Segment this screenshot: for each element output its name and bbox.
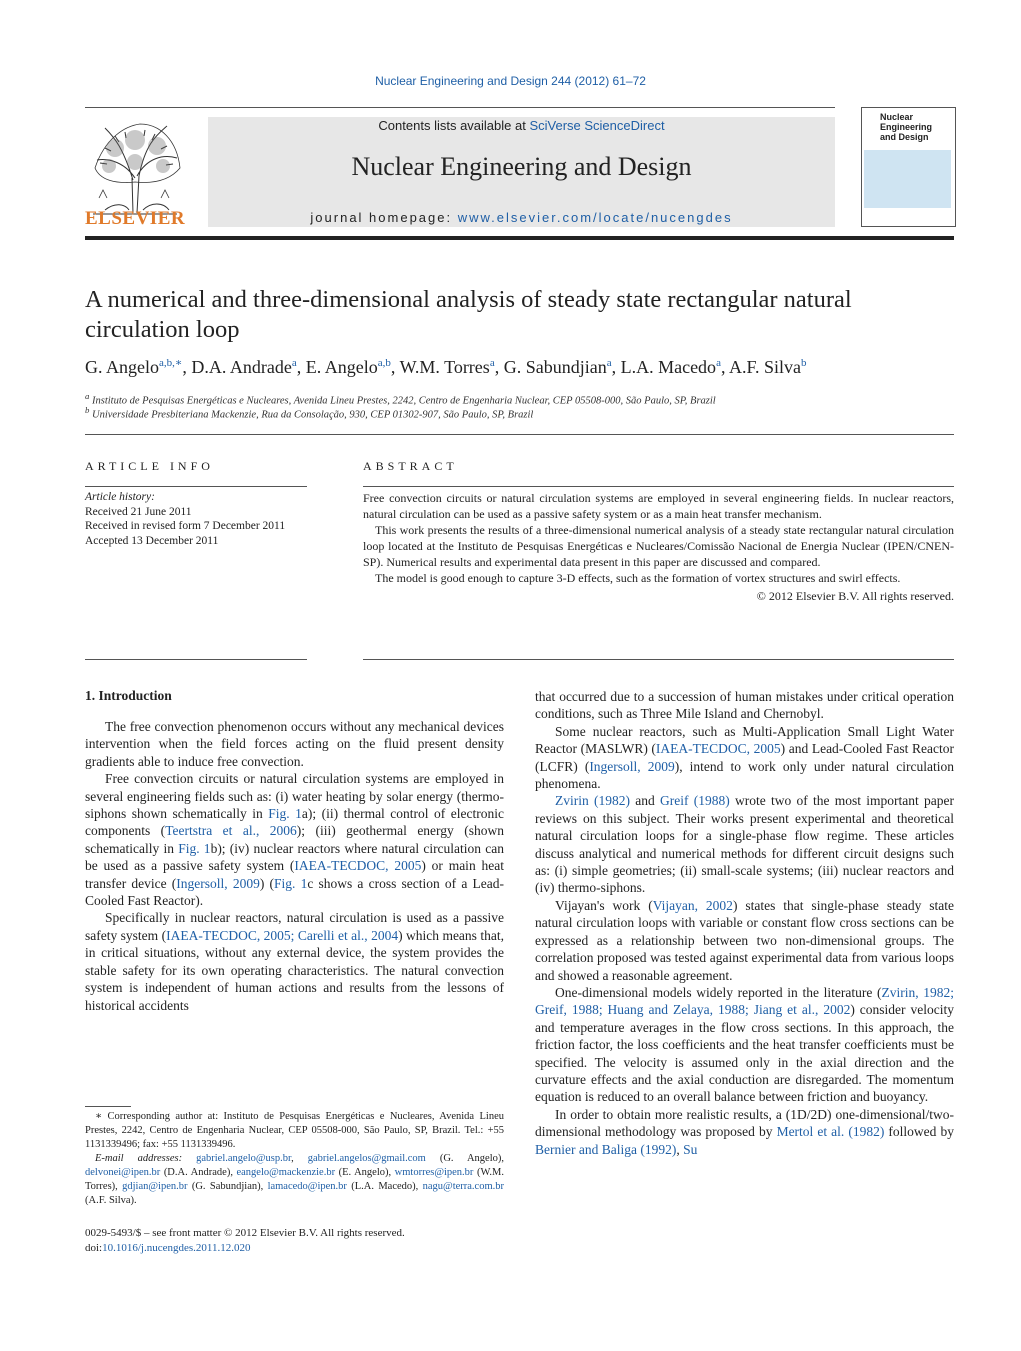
homepage-prefix: journal homepage: [310, 210, 458, 225]
doi-prefix: doi: [85, 1242, 103, 1254]
citation-link[interactable]: Zvirin, 1982; Greif, 1988; Huang and Zelaya, 1988; Jiang et al., 2002 [535, 984, 954, 1018]
affiliation-text: Universidade Presbiteriana Mackenzie, Rua da Consolação, 930, CEP 01302-907, São Paulo, SP, Brazil [92, 409, 534, 421]
citation-link[interactable]: IAEA-TECDOC, 2005 [294, 858, 422, 874]
text-run: a); (ii) thermal control of electronic components ( [85, 806, 504, 839]
email-owner: (G. Sabundjian), [187, 1181, 268, 1192]
text-run: c shows a cross section of a Lead-Cooled Fast Reactor). [85, 875, 504, 909]
header-thick-rule [85, 236, 954, 240]
body-paragraph [535, 792, 954, 896]
citation-link[interactable]: IAEA-TECDOC, 2005; Carelli et al., 2004 [166, 927, 399, 943]
author-name[interactable]: D.A. Andrade [191, 357, 292, 377]
doi-link[interactable]: 10.1016/j.nucengdes.2011.12.020 [102, 1242, 251, 1254]
citation-link[interactable]: Teertstra et al., 2006 [165, 823, 297, 839]
email-link[interactable]: gabriel.angelos@gmail.com [307, 1153, 426, 1164]
footnote-rule [85, 1106, 131, 1107]
text-run: ) consider velocity and temperature averages in the flow cross sections. In this approach, the friction factor, the loss coefficients and the heat transfer coefficients must be specified. The velocity is assumed only in the axial direction and the curvature effects and the axial conduction are disregarded. The momentum equation is reduced to an overall balance between friction and buoyancy. [535, 1002, 954, 1105]
author-name[interactable]: G. Angelo [85, 357, 159, 377]
abstract-heading: ABSTRACT [363, 459, 458, 473]
author-affiliation-mark[interactable]: a,b,∗ [159, 357, 183, 369]
text-run: and [630, 793, 661, 809]
author-affiliation-mark[interactable]: a [291, 357, 297, 369]
paper-title: A numerical and three-dimensional analysis of steady state rectangular natural circulation loop [85, 286, 852, 343]
figure-link[interactable]: Fig. 1 [274, 875, 308, 891]
email-owner: (G. Angelo), [425, 1153, 505, 1164]
text-run: wrote two of the most important paper reviews on this subject. Their works present experimental and theoretical natural circulation loops for a single-phase flow regime. These articles discuss analytical and numerical methods for different circuit designs such as: (i) simple geometries; (ii) small-scale systems; (iii) nuclear reactors and (iv) thermo-siphons. [535, 793, 954, 896]
text-run: ) states that single-phase steady state natural circulation loops with variable or constant flow cross sections can be expressed as a relationship between two non-dimensional groups. The correlation proposed was tested against experimental data from various loops and showed a reasonable agreement. [535, 897, 954, 983]
body-paragraph: The free convection phenomenon occurs without any mechanical devices intervention when the field forces acting on the fluid present density gradients able to induce free convection. [85, 719, 504, 769]
citation-link[interactable]: Su [683, 1141, 698, 1157]
text-run: ) which means that, in critical situations, without any external device, the system provides the stable safety for its own operating characteristics. The natural convection system is independent of human actions and results from the lessons of historical accidents [85, 927, 504, 1013]
history-revised: Received in revised form 7 December 2011 [85, 520, 286, 532]
text-run: ) ( [259, 875, 275, 891]
header-top-rule [85, 107, 835, 108]
elsevier-wordmark: ELSEVIER [85, 208, 186, 229]
email-link[interactable]: nagu@terra.com.br [422, 1181, 504, 1192]
title-rule [85, 434, 954, 435]
email-link[interactable]: gdjian@ipen.br [122, 1181, 188, 1192]
email-link[interactable]: eangelo@mackenzie.br [236, 1167, 336, 1178]
body-paragraph [535, 897, 954, 984]
body-paragraph [535, 723, 954, 793]
history-label: Article history: [85, 491, 155, 503]
email-label: E-mail addresses: [95, 1153, 183, 1164]
body-column-left [85, 718, 504, 1014]
body-paragraph [535, 1106, 954, 1158]
author-name[interactable]: L.A. Macedo [620, 357, 717, 377]
abstract-body [363, 490, 954, 604]
contents-line [208, 118, 835, 133]
email-owner: (A.F. Silva). [85, 1195, 137, 1206]
citation-link[interactable]: Vijayan, 2002 [652, 897, 733, 913]
journal-name: Nuclear Engineering and Design [351, 152, 692, 181]
email-owner: , [291, 1153, 308, 1164]
text-run: ), intend to work only under natural circulation phenomena. [535, 758, 954, 792]
text-run: , [676, 1141, 684, 1157]
body-paragraph [535, 984, 954, 1106]
contents-prefix: Contents lists available at [378, 118, 530, 133]
cover-title: Nuclear Engineering and Design [880, 112, 933, 142]
text-run: One-dimensional models widely reported in the literature ( [555, 984, 882, 1000]
author-name[interactable]: G. Sabundjian [503, 357, 607, 377]
email-owner: (E. Angelo), [335, 1167, 395, 1178]
author-affiliation-mark[interactable]: b [801, 357, 807, 369]
doi-line [85, 1241, 504, 1256]
section-heading-introduction: 1. Introduction [85, 688, 172, 703]
abstract-bottom-rule [363, 659, 954, 660]
author-name[interactable]: W.M. Torres [399, 357, 490, 377]
cover-image-area [864, 150, 951, 208]
front-matter-notice [85, 1226, 504, 1256]
author-affiliation-mark[interactable]: a [606, 357, 612, 369]
abstract-rule [363, 486, 954, 487]
body-paragraph [85, 909, 504, 1013]
email-link[interactable]: gabriel.angelo@usp.br [196, 1153, 292, 1164]
body-paragraph: that occurred due to a succession of human mistakes under critical operation conditions, such as Three Mile Island and Chernobyl. [535, 689, 954, 722]
email-link[interactable]: lamacedo@ipen.br [267, 1181, 347, 1192]
article-info-heading: ARTICLE INFO [85, 459, 214, 473]
author-name[interactable]: A.F. Silva [728, 357, 802, 377]
text-run: Free convection circuits or natural circulation systems are employed in several engineering fields such as: (i) water heating by solar energy (thermo-siphons shown schematically in [85, 771, 504, 822]
email-addresses [85, 1152, 504, 1208]
text-run: ) and Lead-Cooled Fast Reactor (LCFR) ( [535, 741, 954, 774]
citation-link[interactable]: IAEA-TECDOC, 2005 [655, 741, 781, 757]
issn-line: 0029-5493/$ – see front matter © 2012 Elsevier B.V. All rights reserved. [85, 1227, 405, 1239]
author-list: G. Angelo$^{a,b,∗}$, D.A. Andrade$^a$, E. Angelo$^{a,b}$, W.M. Torres$^a$, G. Sabundjian$^a$, L.A. Macedo$^a$, A.F. Silva$^b$ [85, 357, 807, 377]
citation-link[interactable]: Mertol et al. (1982) [776, 1124, 885, 1140]
author-affiliation-mark[interactable]: a [489, 357, 495, 369]
article-info-bottom-rule [85, 659, 307, 660]
citation-link[interactable]: Ingersoll, 2009 [176, 875, 260, 891]
article-info-rule [85, 486, 307, 487]
figure-link[interactable]: Fig. 1 [268, 806, 302, 822]
sciencedirect-link[interactable]: SciVerse ScienceDirect [529, 118, 665, 133]
abstract-paragraph: The model is good enough to capture 3-D effects, such as the formation of vortex structures and swirl effects. [375, 571, 901, 585]
email-link[interactable]: wmtorres@ipen.br [394, 1167, 474, 1178]
email-owner: (D.A. Andrade), [160, 1167, 237, 1178]
email-owner: (W.M. Torres), [85, 1167, 504, 1192]
author-affiliation-mark[interactable]: a,b [377, 357, 391, 369]
homepage-link[interactable]: www.elsevier.com/locate/nucengdes [457, 210, 733, 225]
history-received: Received 21 June 2011 [85, 505, 192, 518]
citation-link[interactable]: Bernier and Baliga (1992) [535, 1141, 677, 1157]
text-run: ) or main heat transfer device ( [85, 858, 504, 891]
figure-link[interactable]: Fig. 1 [178, 840, 211, 856]
affiliation-text: Instituto de Pesquisas Energéticas e Nucleares, Avenida Lineu Prestes, 2242, Centro de Engenharia Nuclear, CEP 05508-000, São Paulo, SP, Brazil [92, 395, 716, 407]
text-run: In order to obtain more realistic results, a (1D/2D) one-dimensional/two-dimensional methodology was proposed by [535, 1106, 954, 1140]
text-run: Some nuclear reactors, such as Multi-Application Small Light Water Reactor (MASLWR) ( [535, 723, 954, 757]
abstract-paragraph: This work presents the results of a three-dimensional numerical analysis of a steady state rectangular natural circulation loop located at the Instituto de Pesquisas Energéticas e Nucleares/Comissão Nacional de Energia Nuclear (IPEN/CNEN-SP). Numerical results and experimental data present in this paper are discussed and compared. [363, 523, 954, 569]
affiliation-b [85, 405, 955, 421]
corresponding-author-note: ∗ Corresponding author at: Instituto de Pesquisas Energéticas e Nucleares, Avenida Lineu Prestes, 2242, Centro de Engenharia Nuclear, CEP 05508-000, São Paulo, SP, Brazil. Tel.: +55 1131339496; fax: +55 1131339496. [85, 1111, 504, 1150]
affiliation-mark: b [85, 405, 90, 415]
text-run: followed by [884, 1124, 954, 1140]
author-name[interactable]: E. Angelo [305, 357, 378, 377]
text-run: Vijayan's work ( [555, 897, 653, 913]
citation-link[interactable]: Ingersoll, 2009 [589, 758, 675, 774]
email-link[interactable]: delvonei@ipen.br [85, 1167, 161, 1178]
homepage-line [208, 210, 835, 225]
text-run: b); (iv) nuclear reactors where natural circulation can be used as a passive safety system ( [85, 840, 505, 874]
copyright-line: © 2012 Elsevier B.V. All rights reserved. [756, 589, 954, 603]
footnotes [85, 1110, 504, 1208]
affiliation-mark: a [85, 391, 90, 401]
abstract-paragraph: Free convection circuits or natural circulation systems are employed in several engineering fields. In nuclear reactors, natural circulation can be used as a passive safety system or as a main heat transfer mechanism. [363, 491, 954, 521]
author-affiliation-mark[interactable]: a [716, 357, 721, 369]
text-run: Specifically in nuclear reactors, natural circulation is used as a passive safety system ( [85, 910, 504, 943]
journal-citation[interactable]: Nuclear Engineering and Design 244 (2012) 61–72 [375, 74, 646, 88]
citation-link[interactable]: Greif (1988) [660, 793, 730, 809]
citation-link[interactable]: Zvirin (1982) [555, 793, 630, 809]
body-column-right [535, 688, 954, 1158]
email-owner: (L.A. Macedo), [346, 1181, 423, 1192]
article-history [85, 490, 307, 548]
text-run: ); (iii) geothermal energy (shown schematically in [85, 823, 504, 856]
body-paragraph [85, 770, 504, 909]
history-accepted: Accepted 13 December 2011 [85, 534, 219, 547]
